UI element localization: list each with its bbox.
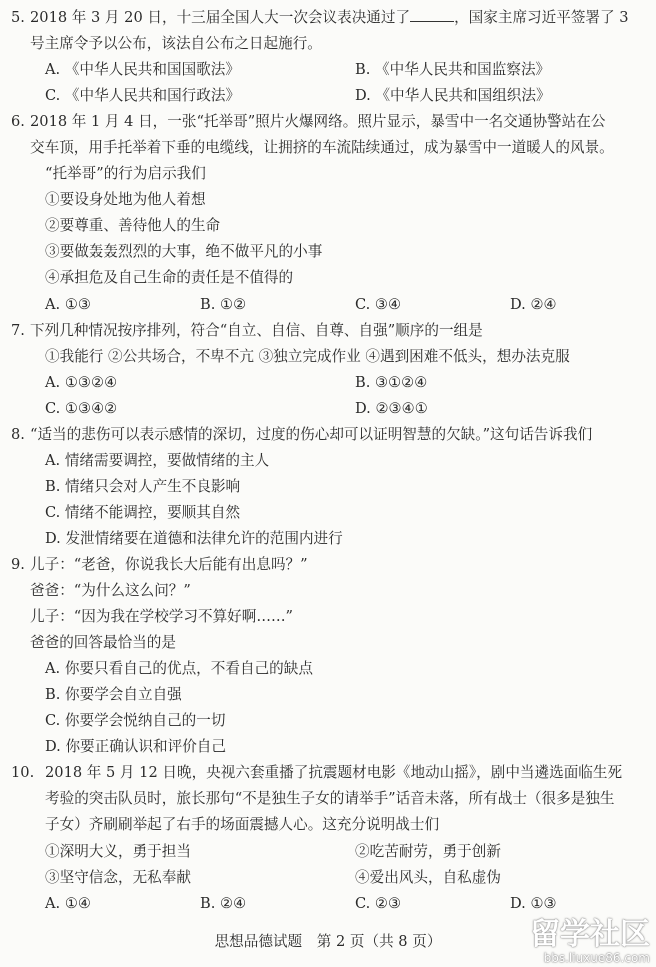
question-stem: 爸爸的回答最恰当的是 [30, 634, 176, 652]
statement-items: ①我能行 ②公共场合，不卑不亢 ③独立完成作业 ④遇到困难不低头，想办法克服 [45, 347, 570, 365]
statement-item: ②吃苦耐劳，勇于创新 [355, 842, 501, 860]
question-stem: 2018 年 1 月 4 日，一张“托举哥”照片火爆网络。照片显示，暴雪中一名交通协警站在公 [30, 113, 606, 131]
option-a: A. 你要只看自己的优点，不看自己的缺点 [45, 660, 313, 678]
question-8 [0, 422, 656, 448]
question-number: 7. [11, 321, 25, 339]
question-stem: 儿子：“老爸，你说我长大后能有出息吗？” [30, 555, 308, 573]
question-stem-part: 2018 年 3 月 20 日，十三届全国人大一次会议表决通过了 [30, 9, 411, 26]
question-number: 9. [11, 555, 25, 573]
option-a: A. ①③ [45, 295, 91, 313]
option-d: D. ①③ [510, 894, 557, 912]
question-stem: 爸爸：“为什么这么问？” [30, 582, 191, 600]
question-6 [0, 109, 656, 135]
question-stem: “托举哥”的行为启示我们 [45, 165, 206, 183]
option-b: B. ③①②④ [355, 373, 428, 391]
watermark-url: bbs.liuxue86.com [543, 951, 650, 965]
question-number: 5. [11, 9, 25, 26]
statement-item: ④爱出风头，自私虚伪 [355, 868, 501, 886]
option-d: D. 发泄情绪要在道德和法律允许的范围内进行 [45, 529, 343, 547]
statement-item: ②要尊重、善待他人的生命 [45, 217, 221, 235]
statement-item: ①深明大义，勇于担当 [45, 842, 191, 860]
question-stem: 2018 年 5 月 12 日晚，央视六套重播了抗震题材电影《地动山摇》，剧中当遴选面临生死 [45, 764, 623, 782]
option-d: D. 你要正确认识和评价自己 [45, 738, 226, 756]
statement-item: ④承担危及自己生命的责任是不值得的 [45, 269, 294, 287]
question-stem [30, 5, 629, 31]
question-stem: 考验的突击队员时，旅长那句“不是独生子女的请举手”话音未落，所有战士（很多是独生 [45, 790, 615, 808]
option-c: C. ①③④② [45, 399, 118, 417]
exam-page [0, 5, 656, 917]
statement-item: ③要做轰轰烈烈的大事，绝不做平凡的小事 [45, 243, 323, 261]
option-d: D. ②③④① [355, 399, 428, 417]
page-footer: 思想品德试题 第 2 页（共 8 页） [214, 933, 442, 950]
watermark-logo [480, 919, 650, 965]
question-stem: 儿子：“因为我在学校学习不算好啊……” [30, 608, 294, 626]
option-b: B. 你要学会自立自强 [45, 686, 182, 704]
option-c: C. ③④ [355, 295, 402, 313]
option-c: C. 你要学会悦纳自己的一切 [45, 712, 226, 730]
question-stem-part: ，国家主席习近平签署了 3 [454, 9, 629, 26]
question-10 [0, 760, 656, 786]
statement-item: ①要设身处地为他人着想 [45, 191, 206, 209]
question-stem: 子女）齐刷刷举起了右手的场面震撼人心。这充分说明战士们 [45, 816, 440, 834]
question-stem: “适当的悲伤可以表示感情的深切，过度的伤心却可以证明智慧的欠缺。”这句话告诉我们 [30, 425, 593, 443]
watermark-text: 留学社区 [530, 917, 650, 952]
option-c: C. 情绪不能调控，要顺其自然 [45, 503, 241, 521]
question-stem: 号主席令予以公布，该法自公布之日起施行。 [30, 35, 322, 53]
statement-item: ③坚守信念，无私奉献 [45, 868, 191, 886]
question-number: 10. [11, 764, 35, 782]
option-a: A. ①③②④ [45, 373, 118, 391]
option-b: B. ②④ [200, 894, 247, 912]
question-9 [0, 552, 656, 578]
option-b: B. ①② [200, 295, 247, 313]
option-c: C. 《中华人民共和国行政法》 [45, 87, 241, 105]
option-d: D. 《中华人民共和国组织法》 [355, 87, 551, 105]
option-b: B. 情绪只会对人产生不良影响 [45, 477, 241, 495]
option-c: C. ②③ [355, 894, 402, 912]
option-a: A. 《中华人民共和国国歌法》 [45, 61, 240, 79]
question-number: 8. [11, 425, 25, 443]
option-b: B. 《中华人民共和国监察法》 [355, 61, 551, 79]
question-number: 6. [11, 113, 25, 131]
option-d: D. ②④ [510, 295, 557, 313]
question-stem: 下列几种情况按序排列，符合“自立、自信、自尊、自强”顺序的一组是 [30, 321, 483, 339]
question-stem: 交车顶，用手托举着下垂的电缆线，让拥挤的车流陆续通过，成为暴雪中一道暖人的风景。 [30, 139, 614, 157]
option-a: A. 情绪需要调控，要做情绪的主人 [45, 451, 270, 469]
answer-blank [410, 7, 454, 22]
question-7 [0, 318, 656, 344]
option-a: A. ①④ [45, 894, 91, 912]
question-5 [0, 5, 656, 31]
